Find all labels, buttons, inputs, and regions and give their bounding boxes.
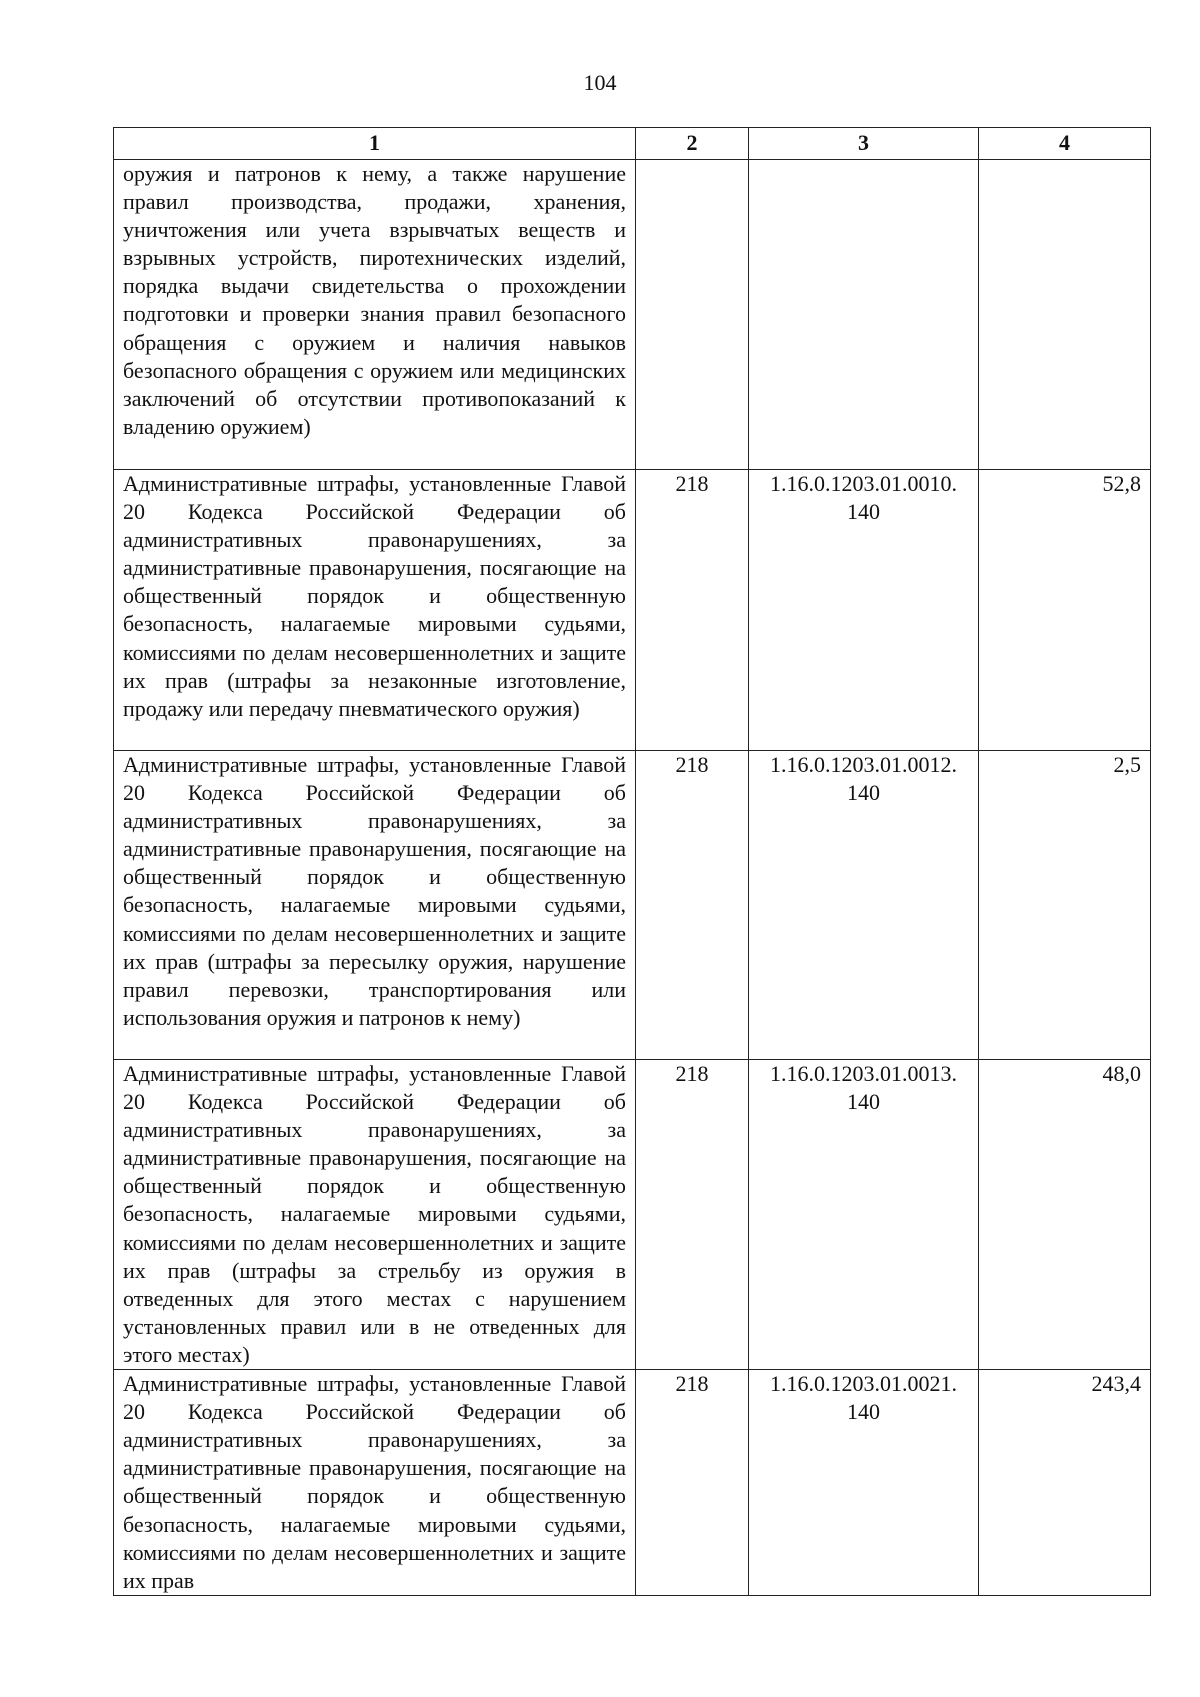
budget-code-line2: 140: [847, 499, 880, 525]
row-admin-code: 218: [636, 1370, 749, 1596]
budget-code-line2: 140: [847, 780, 880, 806]
budget-code-line1: 1.16.0.1203.01.0010.: [770, 471, 957, 496]
row-amount: 48,0: [1102, 1061, 1141, 1086]
budget-code-line2: 140: [847, 1089, 880, 1115]
table-row: [114, 1060, 1151, 1370]
row-admin-code: 218: [636, 1060, 749, 1370]
table-row: [114, 470, 1151, 751]
row-description: Административные штрафы, установленные Главой 20 Кодекса Российской Федерации об административных правонарушениях, за административные правонарушения, посягающие на общественный порядок и общественную безопасность, налагаемые мировыми судьями, комиссиями по делам несовершеннолетних и защите их прав (штрафы за пересылку оружия, нарушение правил перевозки, транспортирования или использования оружия и патронов к нему): [114, 751, 636, 1060]
row-description: оружия и патронов к нему, а также нарушение правил производства, продажи, хранения, уничтожения или учета взрывчатых веществ и взрывных устройств, пиротехнических изделий, порядка выдачи свидетельства о прохождении подготовки и проверки знания правил безопасного обращения с оружием и наличия навыков безопасного обращения с оружием или медицинских заключений об отсутствии противопоказаний к владению оружием): [114, 160, 636, 470]
row-budget-code: [749, 470, 979, 751]
budget-code-line1: 1.16.0.1203.01.0021.: [770, 1371, 957, 1397]
budget-code-line2: 140: [847, 1399, 880, 1425]
row-budget-code: [749, 751, 979, 1060]
budget-code-line1: 1.16.0.1203.01.0013.: [770, 1061, 957, 1086]
row-amount-cell: [979, 751, 1151, 1060]
page-number: 104: [583, 70, 617, 95]
table-header-row: [114, 128, 1151, 160]
row-description: Административные штрафы, установленные Главой 20 Кодекса Российской Федерации об административных правонарушениях, за административные правонарушения, посягающие на общественный порядок и общественную безопасность, налагаемые мировыми судьями, комиссиями по делам несовершеннолетних и защите их прав: [114, 1370, 636, 1596]
column-header-2: 2: [636, 128, 749, 160]
budget-code-line1: 1.16.0.1203.01.0012.: [770, 752, 957, 777]
row-admin-code: [636, 160, 749, 470]
table-row: [114, 160, 1151, 470]
column-header-1: 1: [114, 128, 636, 160]
row-admin-code: 218: [636, 751, 749, 1060]
table-row: [114, 1370, 1151, 1596]
row-description: Административные штрафы, установленные Главой 20 Кодекса Российской Федерации об административных правонарушениях, за административные правонарушения, посягающие на общественный порядок и общественную безопасность, налагаемые мировыми судьями, комиссиями по делам несовершеннолетних и защите их прав (штрафы за стрельбу из оружия в отведенных для этого местах с нарушением установленных правил или в не отведенных для этого местах): [114, 1060, 636, 1370]
column-header-3: 3: [749, 128, 979, 160]
budget-table: [113, 127, 1151, 1596]
row-amount: 243,4: [1091, 1371, 1141, 1397]
row-amount-cell: [979, 470, 1151, 751]
row-amount: 52,8: [1102, 471, 1141, 496]
table-row: [114, 751, 1151, 1060]
row-description: Административные штрафы, установленные Главой 20 Кодекса Российской Федерации об административных правонарушениях, за административные правонарушения, посягающие на общественный порядок и общественную безопасность, налагаемые мировыми судьями, комиссиями по делам несовершеннолетних и защите их прав (штрафы за незаконные изготовление, продажу или передачу пневматического оружия): [114, 470, 636, 751]
row-amount-cell: [979, 160, 1151, 470]
row-budget-code: [749, 160, 979, 470]
row-amount-cell: [979, 1060, 1151, 1370]
row-budget-code: [749, 1060, 979, 1370]
row-admin-code: 218: [636, 470, 749, 751]
row-budget-code: [749, 1370, 979, 1596]
row-amount: 2,5: [1113, 752, 1141, 777]
row-amount-cell: [979, 1370, 1151, 1596]
column-header-4: 4: [979, 128, 1151, 160]
